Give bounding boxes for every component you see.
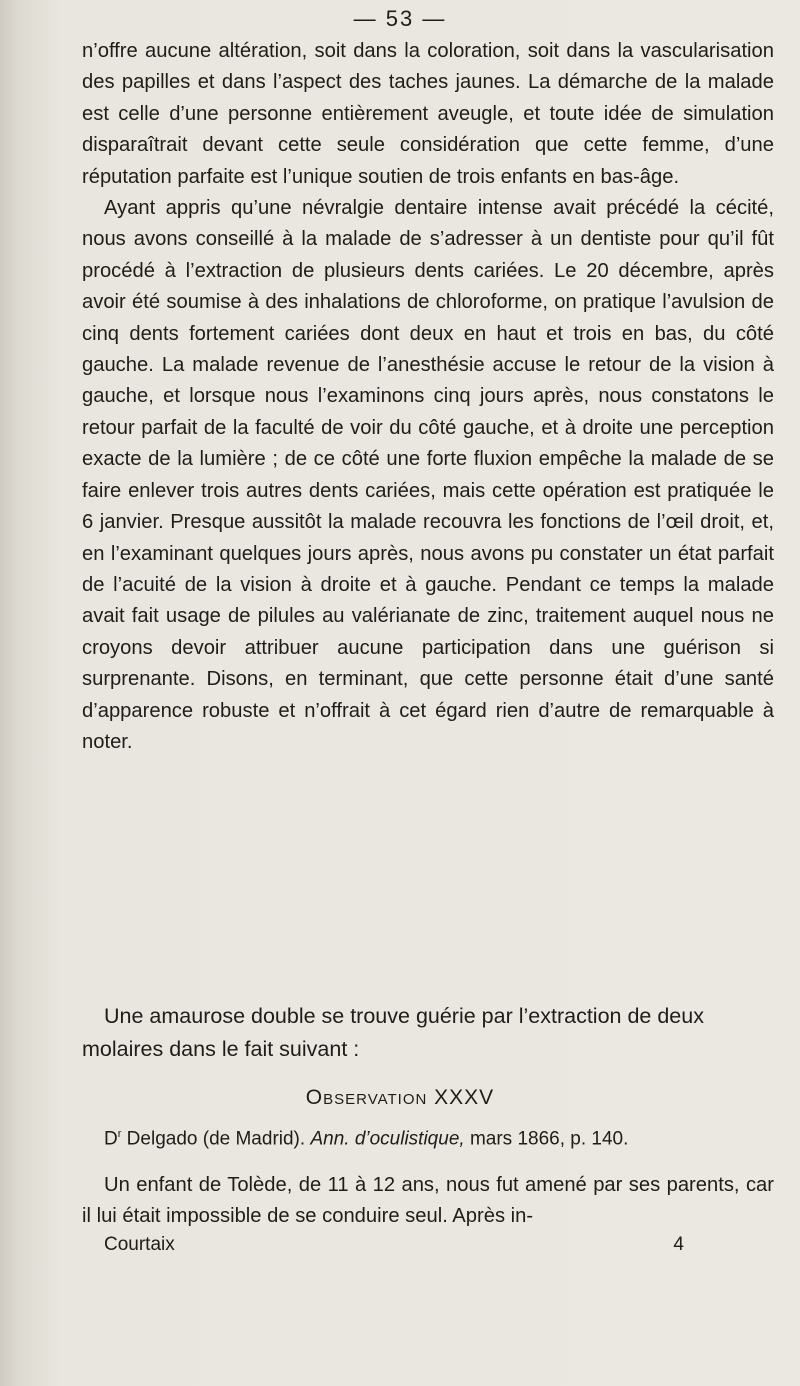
reference-author-prefix: D [104, 1128, 118, 1150]
reference-details: mars 1866, p. 140. [464, 1128, 629, 1150]
paragraph-2: Ayant appris qu’une névralgie dentaire intense avait précédé la cécité, nous avons conseillé à la malade de s’adresser à un dentiste pour qu’il fût procédé à l’extraction de plusieurs dents cariées. Le 20 décembre, après avoir été soumise à des inhalations de chloroforme, on pratique l’avulsion de cinq dents fortement cariées dont deux en haut et trois en bas, du côté gauche. La malade revenue de l’anesthésie accuse le retour de la vision à gauche, et lorsque nous l’examinons cinq jours après, nous constatons le retour parfait de la faculté de voir du côté gauche, et à droite une perception exacte de la lumière ; de ce côté une forte fluxion empêche la malade de se faire enlever trois autres dents cariées, mais cette opération est pratiquée le 6 janvier. Presque aussitôt la malade recouvra les fonctions de l’œil droit, et, en l’examinant quelques jours après, nous avons pu constater un état parfait de l’acuité de la vision à droite et à gauche. Pendant ce temps la malade avait fait usage de pilules au valérianate de zinc, traitement auquel nous ne croyons devoir attribuer aucune participation dans une guérison si surprenante. Disons, en terminant, que cette personne était d’une santé d’apparence robuste et n’offrait à cet égard rien d’autre de remarquable à noter. [82, 197, 774, 753]
page-footer [104, 1234, 684, 1256]
reference-journal: Ann. d’oculistique, [310, 1128, 465, 1150]
lead-sentence: Une amaurose double se trouve guérie par l’extraction de deux molaires dans le fait suivant : [82, 1004, 704, 1061]
footer-signature: 4 [673, 1234, 684, 1255]
body-text [82, 36, 774, 758]
observation-title: Observation XXXV [305, 1086, 495, 1109]
reference-author-sup: r [117, 1128, 122, 1140]
page-number: — 53 — [353, 6, 447, 31]
observation-text: Un enfant de Tolède, de 11 à 12 ans, nous fut amené par ses parents, car il lui était impossible de se conduire seul. Après in- [82, 1174, 774, 1228]
footer-author: Courtaix [104, 1234, 175, 1255]
reference-author-rest: Delgado (de Madrid). [121, 1128, 311, 1150]
paragraph-1: n’offre aucune altération, soit dans la coloration, soit dans la vascularisation des papilles et dans l’aspect des taches jaunes. La démarche de la malade est celle d’une personne entièrement aveugle, et toute idée de simulation disparaîtrait devant cette seule considération que cette femme, d’une réputation parfaite est l’unique soutien de trois enfants en bas-âge. [82, 40, 774, 188]
reference-citation [104, 1128, 774, 1150]
